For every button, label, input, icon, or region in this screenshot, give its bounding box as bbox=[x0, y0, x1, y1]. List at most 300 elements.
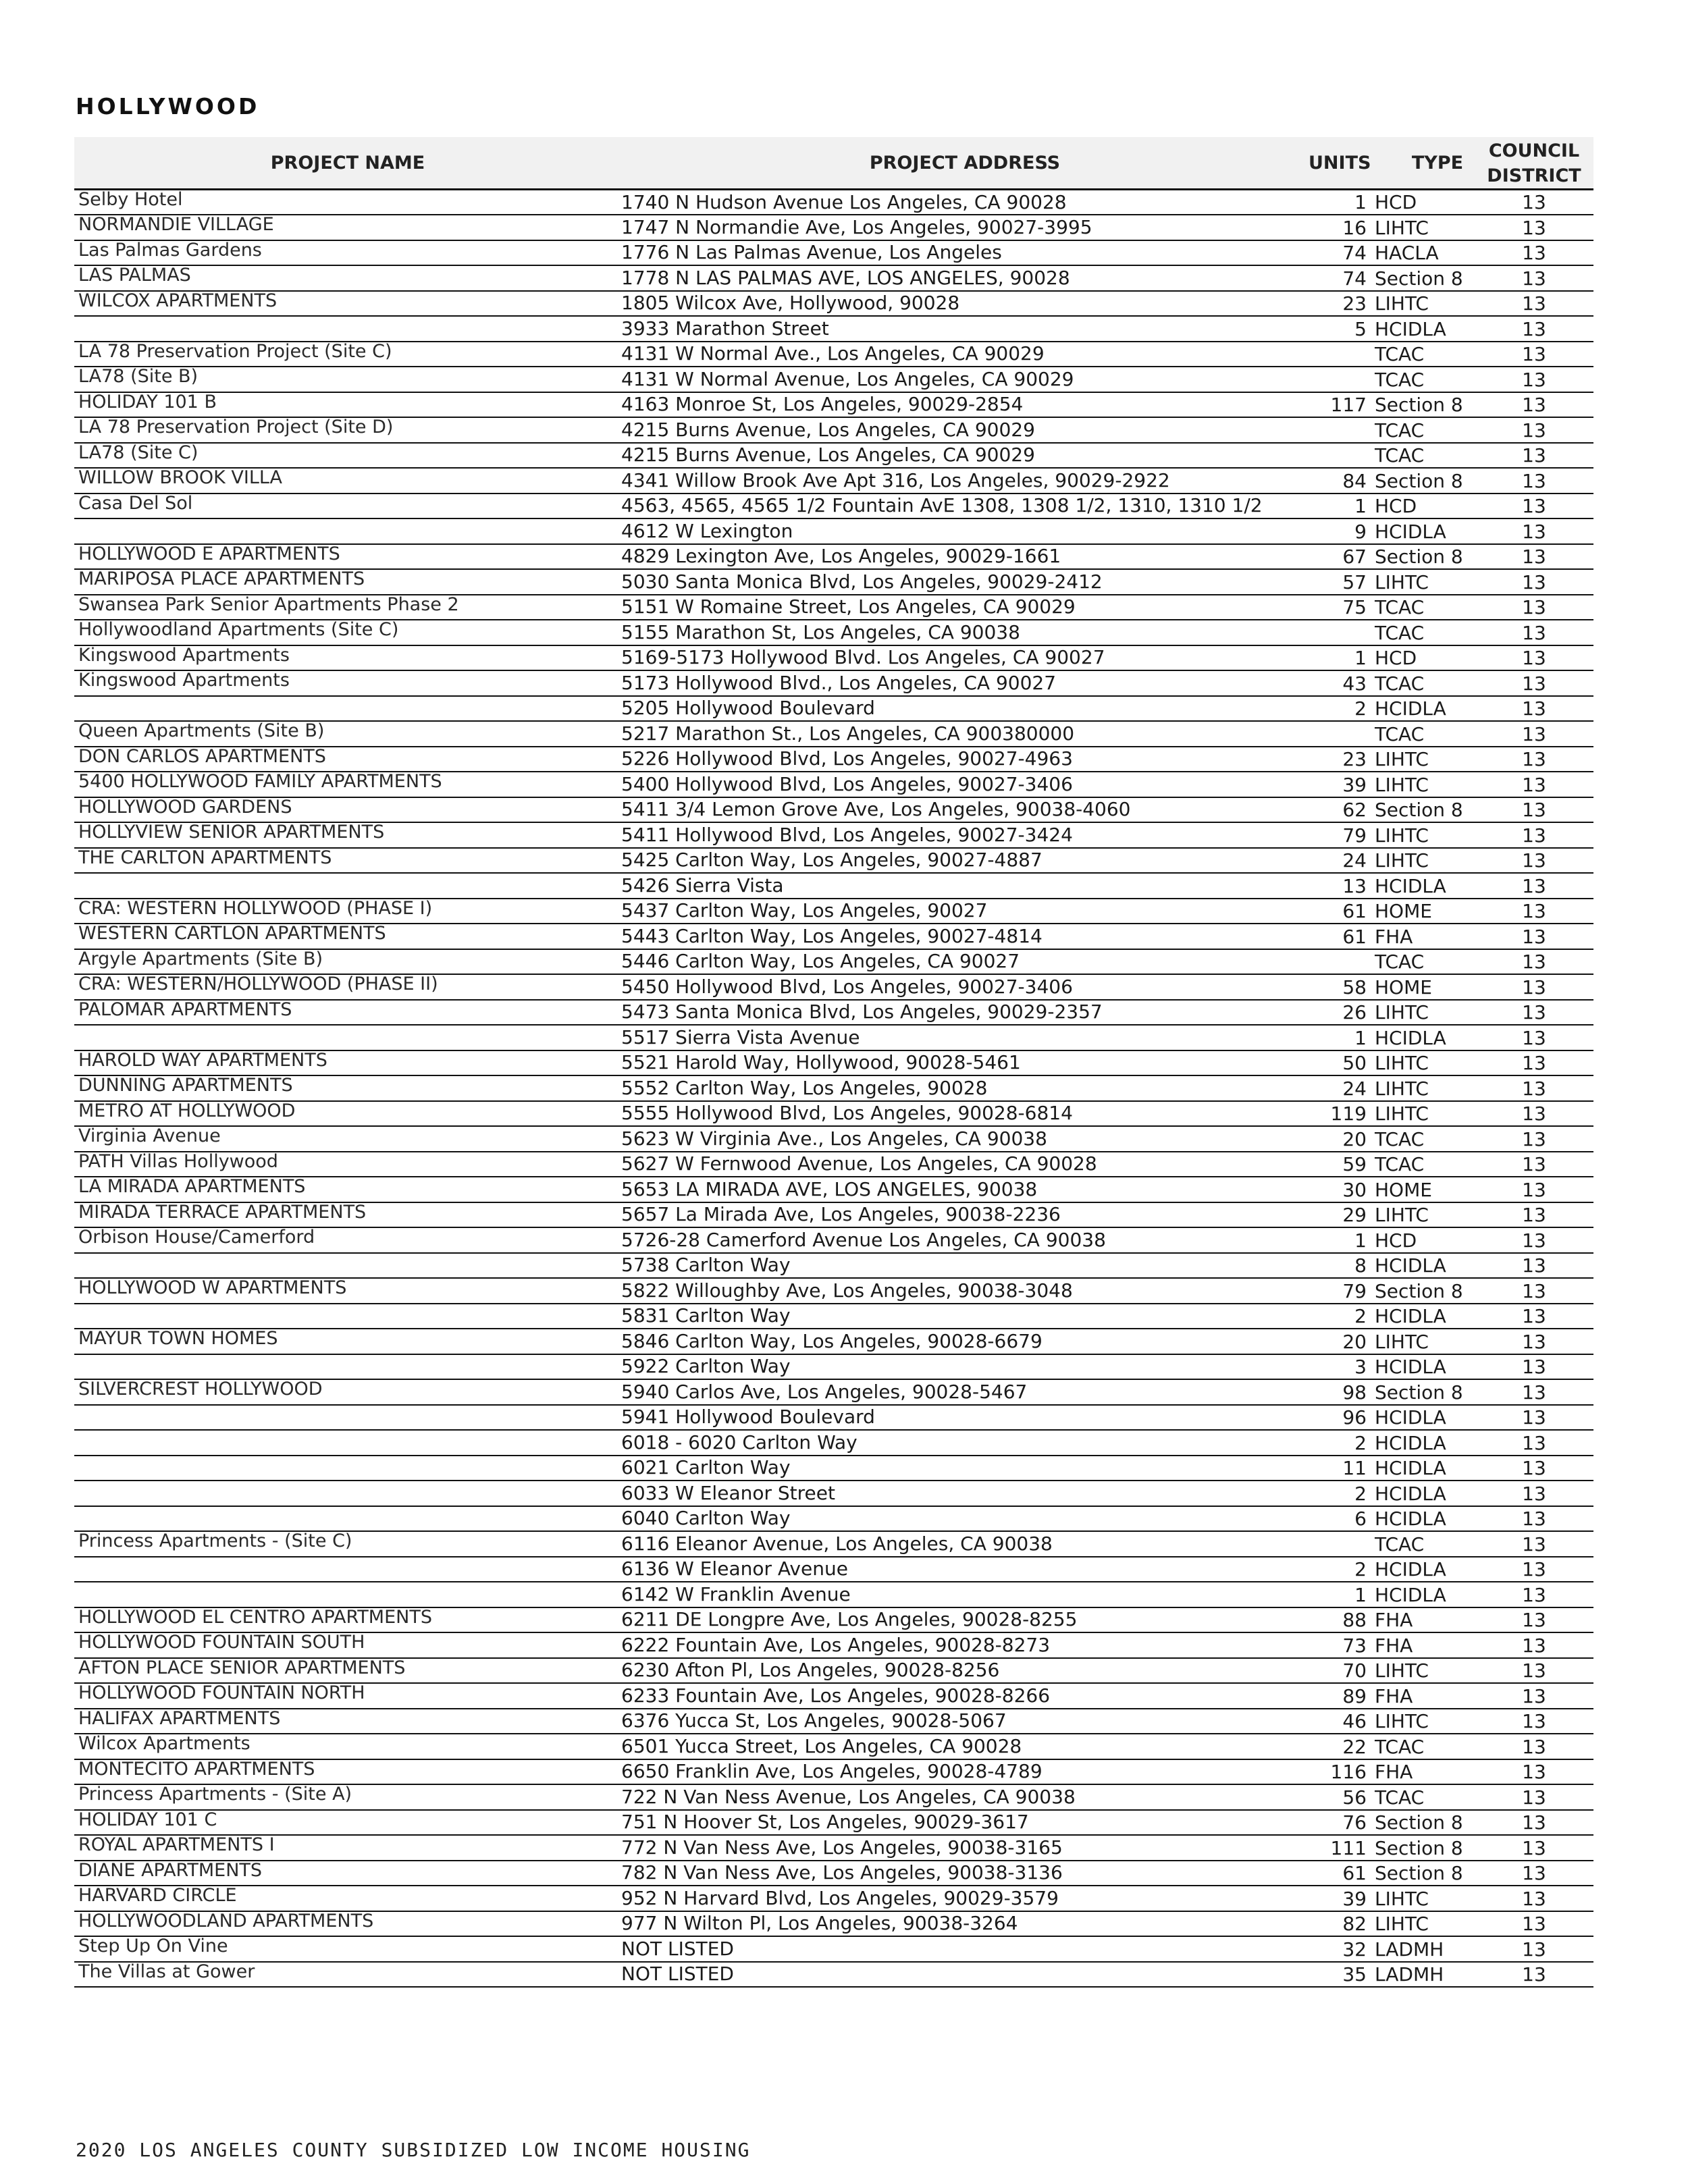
table-row bbox=[74, 190, 1593, 215]
type-cell: HACLA bbox=[1373, 240, 1475, 266]
council-district-cell: 13 bbox=[1475, 848, 1593, 874]
units-cell: 61 bbox=[1309, 899, 1373, 924]
type-cell: LIHTC bbox=[1373, 1101, 1475, 1127]
table-row bbox=[74, 873, 1593, 899]
project-address-cell: 6021 Carlton Way bbox=[621, 1456, 1309, 1481]
table-header-row bbox=[74, 137, 1593, 190]
type-cell: HCD bbox=[1373, 1227, 1475, 1253]
units-cell: 61 bbox=[1309, 1861, 1373, 1886]
header-council-district: COUNCIL DISTRICT bbox=[1475, 137, 1593, 190]
project-name-cell: HOLLYWOOD W APARTMENTS bbox=[74, 1278, 621, 1304]
table-row bbox=[74, 316, 1593, 342]
type-cell: HCIDLA bbox=[1373, 1430, 1475, 1456]
project-address-cell: 5400 Hollywood Blvd, Los Angeles, 90027-3406 bbox=[621, 772, 1309, 797]
table-row bbox=[74, 848, 1593, 874]
type-cell: Section 8 bbox=[1373, 1861, 1475, 1886]
project-name-cell: CRA: WESTERN/HOLLYWOOD (PHASE II) bbox=[74, 974, 621, 1000]
units-cell: 8 bbox=[1309, 1253, 1373, 1279]
council-district-cell: 13 bbox=[1475, 1126, 1593, 1152]
type-cell: HCD bbox=[1373, 190, 1475, 215]
project-name-cell bbox=[74, 1354, 621, 1380]
table-row bbox=[74, 518, 1593, 544]
units-cell: 50 bbox=[1309, 1050, 1373, 1076]
project-name-cell: LAS PALMAS bbox=[74, 265, 621, 291]
units-cell: 26 bbox=[1309, 1000, 1373, 1026]
council-district-cell: 13 bbox=[1475, 949, 1593, 975]
project-address-cell: 5822 Willoughby Ave, Los Angeles, 90038-3048 bbox=[621, 1278, 1309, 1304]
project-address-cell: 5627 W Fernwood Avenue, Los Angeles, CA 90028 bbox=[621, 1152, 1309, 1177]
table-row bbox=[74, 1962, 1593, 1988]
units-cell: 22 bbox=[1309, 1734, 1373, 1759]
table-row bbox=[74, 1810, 1593, 1836]
project-name-cell: Queen Apartments (Site B) bbox=[74, 721, 621, 747]
table-row bbox=[74, 1430, 1593, 1456]
table-row bbox=[74, 1531, 1593, 1557]
table-row bbox=[74, 291, 1593, 317]
table-row bbox=[74, 1101, 1593, 1127]
council-district-cell: 13 bbox=[1475, 1582, 1593, 1607]
table-row bbox=[74, 1481, 1593, 1506]
units-cell: 35 bbox=[1309, 1962, 1373, 1988]
project-name-cell: LA 78 Preservation Project (Site C) bbox=[74, 342, 621, 367]
units-cell: 56 bbox=[1309, 1784, 1373, 1810]
units-cell: 74 bbox=[1309, 265, 1373, 291]
table-row bbox=[74, 721, 1593, 747]
table-row bbox=[74, 494, 1593, 519]
project-name-cell: LA78 (Site C) bbox=[74, 443, 621, 469]
council-district-cell: 13 bbox=[1475, 1810, 1593, 1836]
project-name-cell: Wilcox Apartments bbox=[74, 1734, 621, 1759]
type-cell: FHA bbox=[1373, 1759, 1475, 1785]
units-cell bbox=[1309, 620, 1373, 645]
type-cell: Section 8 bbox=[1373, 1810, 1475, 1836]
type-cell: HCIDLA bbox=[1373, 696, 1475, 722]
units-cell: 1 bbox=[1309, 645, 1373, 671]
project-address-cell: 6040 Carlton Way bbox=[621, 1506, 1309, 1532]
units-cell: 6 bbox=[1309, 1506, 1373, 1532]
units-cell: 96 bbox=[1309, 1405, 1373, 1431]
project-name-cell: Orbison House/Camerford bbox=[74, 1227, 621, 1253]
table-row bbox=[74, 1734, 1593, 1759]
project-address-cell: 4215 Burns Avenue, Los Angeles, CA 90029 bbox=[621, 443, 1309, 469]
project-name-cell: METRO AT HOLLYWOOD bbox=[74, 1101, 621, 1127]
project-address-cell: 5555 Hollywood Blvd, Los Angeles, 90028-6814 bbox=[621, 1101, 1309, 1127]
council-district-cell: 13 bbox=[1475, 1278, 1593, 1304]
units-cell: 89 bbox=[1309, 1683, 1373, 1709]
table-row bbox=[74, 265, 1593, 291]
project-address-cell: 6376 Yucca St, Los Angeles, 90028-5067 bbox=[621, 1709, 1309, 1734]
council-district-cell: 13 bbox=[1475, 265, 1593, 291]
project-address-cell: 5411 3/4 Lemon Grove Ave, Los Angeles, 90038-4060 bbox=[621, 797, 1309, 823]
project-address-cell: 1805 Wilcox Ave, Hollywood, 90028 bbox=[621, 291, 1309, 317]
project-address-cell: 4612 W Lexington bbox=[621, 518, 1309, 544]
council-district-cell: 13 bbox=[1475, 1152, 1593, 1177]
type-cell: HCIDLA bbox=[1373, 1456, 1475, 1481]
table-row bbox=[74, 1456, 1593, 1481]
council-district-cell: 13 bbox=[1475, 899, 1593, 924]
units-cell: 2 bbox=[1309, 1557, 1373, 1582]
type-cell: TCAC bbox=[1373, 721, 1475, 747]
type-cell: LIHTC bbox=[1373, 848, 1475, 874]
units-cell: 39 bbox=[1309, 772, 1373, 797]
table-row bbox=[74, 215, 1593, 240]
units-cell: 84 bbox=[1309, 468, 1373, 494]
table-row bbox=[74, 367, 1593, 392]
project-address-cell: 6116 Eleanor Avenue, Los Angeles, CA 90038 bbox=[621, 1531, 1309, 1557]
project-address-cell: 5831 Carlton Way bbox=[621, 1304, 1309, 1329]
project-name-cell: HOLLYWOOD EL CENTRO APARTMENTS bbox=[74, 1607, 621, 1633]
project-name-cell: Argyle Apartments (Site B) bbox=[74, 949, 621, 975]
project-name-cell bbox=[74, 1557, 621, 1582]
table-row bbox=[74, 1000, 1593, 1026]
council-district-cell: 13 bbox=[1475, 1405, 1593, 1431]
units-cell: 119 bbox=[1309, 1101, 1373, 1127]
units-cell: 43 bbox=[1309, 670, 1373, 696]
table-row bbox=[74, 696, 1593, 722]
project-name-cell bbox=[74, 873, 621, 899]
type-cell: HCIDLA bbox=[1373, 1025, 1475, 1050]
project-address-cell: 772 N Van Ness Ave, Los Angeles, 90038-3165 bbox=[621, 1835, 1309, 1861]
table-row bbox=[74, 1506, 1593, 1532]
units-cell: 74 bbox=[1309, 240, 1373, 266]
units-cell: 46 bbox=[1309, 1709, 1373, 1734]
table-row bbox=[74, 1379, 1593, 1405]
type-cell: LIHTC bbox=[1373, 1075, 1475, 1101]
council-district-cell: 13 bbox=[1475, 924, 1593, 949]
project-address-cell: 5205 Hollywood Boulevard bbox=[621, 696, 1309, 722]
type-cell: HCD bbox=[1373, 645, 1475, 671]
project-name-cell: MONTECITO APARTMENTS bbox=[74, 1759, 621, 1785]
project-address-cell: 5151 W Romaine Street, Los Angeles, CA 90029 bbox=[621, 595, 1309, 620]
table-row bbox=[74, 1025, 1593, 1050]
council-district-cell: 13 bbox=[1475, 1304, 1593, 1329]
project-name-cell: MIRADA TERRACE APARTMENTS bbox=[74, 1202, 621, 1228]
units-cell: 82 bbox=[1309, 1911, 1373, 1937]
project-address-cell: 5173 Hollywood Blvd., Los Angeles, CA 90027 bbox=[621, 670, 1309, 696]
units-cell: 11 bbox=[1309, 1456, 1373, 1481]
table-row bbox=[74, 544, 1593, 570]
type-cell: TCAC bbox=[1373, 417, 1475, 443]
project-name-cell: Las Palmas Gardens bbox=[74, 240, 621, 266]
project-name-cell: PATH Villas Hollywood bbox=[74, 1152, 621, 1177]
project-name-cell: Kingswood Apartments bbox=[74, 645, 621, 671]
project-address-cell: 5473 Santa Monica Blvd, Los Angeles, 90029-2357 bbox=[621, 1000, 1309, 1026]
project-address-cell: 722 N Van Ness Avenue, Los Angeles, CA 90038 bbox=[621, 1784, 1309, 1810]
units-cell: 111 bbox=[1309, 1835, 1373, 1861]
council-district-cell: 13 bbox=[1475, 1936, 1593, 1962]
table-row bbox=[74, 1582, 1593, 1607]
council-district-cell: 13 bbox=[1475, 1658, 1593, 1684]
type-cell: TCAC bbox=[1373, 1734, 1475, 1759]
table-row bbox=[74, 1861, 1593, 1886]
units-cell bbox=[1309, 342, 1373, 367]
table-body bbox=[74, 190, 1593, 1988]
header-type: TYPE bbox=[1373, 137, 1475, 190]
project-address-cell: 5226 Hollywood Blvd, Los Angeles, 90027-4963 bbox=[621, 747, 1309, 772]
units-cell: 116 bbox=[1309, 1759, 1373, 1785]
table-row bbox=[74, 468, 1593, 494]
units-cell: 1 bbox=[1309, 1582, 1373, 1607]
project-name-cell: CRA: WESTERN HOLLYWOOD (PHASE I) bbox=[74, 899, 621, 924]
council-district-cell: 13 bbox=[1475, 1557, 1593, 1582]
project-address-cell: 1747 N Normandie Ave, Los Angeles, 90027-3995 bbox=[621, 215, 1309, 240]
project-name-cell: THE CARLTON APARTMENTS bbox=[74, 848, 621, 874]
table-row bbox=[74, 899, 1593, 924]
table-row bbox=[74, 949, 1593, 975]
project-address-cell: 1778 N LAS PALMAS AVE, LOS ANGELES, 90028 bbox=[621, 265, 1309, 291]
project-name-cell bbox=[74, 316, 621, 342]
project-address-cell: 4131 W Normal Avenue, Los Angeles, CA 90029 bbox=[621, 367, 1309, 392]
project-address-cell: NOT LISTED bbox=[621, 1962, 1309, 1988]
project-address-cell: 5521 Harold Way, Hollywood, 90028-5461 bbox=[621, 1050, 1309, 1076]
type-cell: HCIDLA bbox=[1373, 1304, 1475, 1329]
type-cell: HCD bbox=[1373, 494, 1475, 519]
project-address-cell: 5443 Carlton Way, Los Angeles, 90027-4814 bbox=[621, 924, 1309, 949]
units-cell: 23 bbox=[1309, 747, 1373, 772]
type-cell: HCIDLA bbox=[1373, 316, 1475, 342]
type-cell: Section 8 bbox=[1373, 265, 1475, 291]
project-address-cell: 751 N Hoover St, Los Angeles, 90029-3617 bbox=[621, 1810, 1309, 1836]
table-row bbox=[74, 1557, 1593, 1582]
table-row bbox=[74, 620, 1593, 645]
project-address-cell: 1740 N Hudson Avenue Los Angeles, CA 90028 bbox=[621, 190, 1309, 215]
table-row bbox=[74, 1075, 1593, 1101]
table-row bbox=[74, 1126, 1593, 1152]
units-cell: 16 bbox=[1309, 215, 1373, 240]
type-cell: HCIDLA bbox=[1373, 518, 1475, 544]
project-name-cell bbox=[74, 1430, 621, 1456]
council-district-cell: 13 bbox=[1475, 1177, 1593, 1202]
units-cell: 5 bbox=[1309, 316, 1373, 342]
table-row bbox=[74, 1936, 1593, 1962]
council-district-cell: 13 bbox=[1475, 1734, 1593, 1759]
table-row bbox=[74, 797, 1593, 823]
project-address-cell: 4829 Lexington Ave, Los Angeles, 90029-1661 bbox=[621, 544, 1309, 570]
council-district-cell: 13 bbox=[1475, 1607, 1593, 1633]
council-district-cell: 13 bbox=[1475, 1430, 1593, 1456]
header-project-address: PROJECT ADDRESS bbox=[621, 137, 1309, 190]
council-district-cell: 13 bbox=[1475, 1911, 1593, 1937]
type-cell: TCAC bbox=[1373, 670, 1475, 696]
council-district-cell: 13 bbox=[1475, 316, 1593, 342]
type-cell: HCIDLA bbox=[1373, 1582, 1475, 1607]
header-project-name: PROJECT NAME bbox=[74, 137, 621, 190]
council-district-cell: 13 bbox=[1475, 291, 1593, 317]
units-cell: 2 bbox=[1309, 1430, 1373, 1456]
table-row bbox=[74, 772, 1593, 797]
type-cell: TCAC bbox=[1373, 595, 1475, 620]
project-address-cell: 5437 Carlton Way, Los Angeles, 90027 bbox=[621, 899, 1309, 924]
project-address-cell: 5653 LA MIRADA AVE, LOS ANGELES, 90038 bbox=[621, 1177, 1309, 1202]
project-address-cell: 5411 Hollywood Blvd, Los Angeles, 90027-3424 bbox=[621, 822, 1309, 848]
type-cell: HCIDLA bbox=[1373, 1506, 1475, 1532]
project-name-cell: MAYUR TOWN HOMES bbox=[74, 1329, 621, 1354]
project-name-cell: HOLLYWOOD FOUNTAIN SOUTH bbox=[74, 1632, 621, 1658]
council-district-cell: 13 bbox=[1475, 721, 1593, 747]
council-district-cell: 13 bbox=[1475, 1632, 1593, 1658]
table-row bbox=[74, 924, 1593, 949]
project-address-cell: 4563, 4565, 4565 1/2 Fountain AvE 1308, 1308 1/2, 1310, 1310 1/2 bbox=[621, 494, 1309, 519]
council-district-cell: 13 bbox=[1475, 1861, 1593, 1886]
type-cell: LIHTC bbox=[1373, 1050, 1475, 1076]
project-address-cell: 5450 Hollywood Blvd, Los Angeles, 90027-3406 bbox=[621, 974, 1309, 1000]
units-cell: 39 bbox=[1309, 1886, 1373, 1911]
project-name-cell: Swansea Park Senior Apartments Phase 2 bbox=[74, 595, 621, 620]
page-title: HOLLYWOOD bbox=[76, 93, 260, 119]
project-address-cell: 5941 Hollywood Boulevard bbox=[621, 1405, 1309, 1431]
council-district-cell: 13 bbox=[1475, 1683, 1593, 1709]
project-address-cell: 5030 Santa Monica Blvd, Los Angeles, 90029-2412 bbox=[621, 569, 1309, 595]
units-cell: 76 bbox=[1309, 1810, 1373, 1836]
table-row bbox=[74, 1202, 1593, 1228]
units-cell: 61 bbox=[1309, 924, 1373, 949]
project-address-cell: 4131 W Normal Ave., Los Angeles, CA 90029 bbox=[621, 342, 1309, 367]
type-cell: TCAC bbox=[1373, 1531, 1475, 1557]
project-address-cell: 6230 Afton Pl, Los Angeles, 90028-8256 bbox=[621, 1658, 1309, 1684]
project-address-cell: NOT LISTED bbox=[621, 1936, 1309, 1962]
project-address-cell: 6018 - 6020 Carlton Way bbox=[621, 1430, 1309, 1456]
type-cell: LADMH bbox=[1373, 1936, 1475, 1962]
type-cell: HCIDLA bbox=[1373, 1253, 1475, 1279]
type-cell: HOME bbox=[1373, 974, 1475, 1000]
council-district-cell: 13 bbox=[1475, 1784, 1593, 1810]
council-district-cell: 13 bbox=[1475, 392, 1593, 418]
council-district-cell: 13 bbox=[1475, 240, 1593, 266]
project-address-cell: 5846 Carlton Way, Los Angeles, 90028-6679 bbox=[621, 1329, 1309, 1354]
council-district-cell: 13 bbox=[1475, 595, 1593, 620]
council-district-cell: 13 bbox=[1475, 342, 1593, 367]
council-district-cell: 13 bbox=[1475, 1227, 1593, 1253]
project-name-cell bbox=[74, 1481, 621, 1506]
project-address-cell: 4163 Monroe St, Los Angeles, 90029-2854 bbox=[621, 392, 1309, 418]
project-address-cell: 977 N Wilton Pl, Los Angeles, 90038-3264 bbox=[621, 1911, 1309, 1937]
table-row bbox=[74, 392, 1593, 418]
table-row bbox=[74, 1227, 1593, 1253]
units-cell: 2 bbox=[1309, 1481, 1373, 1506]
council-district-cell: 13 bbox=[1475, 1456, 1593, 1481]
council-district-cell: 13 bbox=[1475, 1531, 1593, 1557]
units-cell: 24 bbox=[1309, 1075, 1373, 1101]
type-cell: LIHTC bbox=[1373, 1886, 1475, 1911]
units-cell: 75 bbox=[1309, 595, 1373, 620]
type-cell: TCAC bbox=[1373, 443, 1475, 469]
project-name-cell: Step Up On Vine bbox=[74, 1936, 621, 1962]
council-district-cell: 13 bbox=[1475, 822, 1593, 848]
type-cell: FHA bbox=[1373, 924, 1475, 949]
units-cell: 57 bbox=[1309, 569, 1373, 595]
type-cell: TCAC bbox=[1373, 949, 1475, 975]
units-cell: 20 bbox=[1309, 1126, 1373, 1152]
council-district-cell: 13 bbox=[1475, 1506, 1593, 1532]
project-name-cell: Virginia Avenue bbox=[74, 1126, 621, 1152]
project-name-cell: HOLLYWOOD FOUNTAIN NORTH bbox=[74, 1683, 621, 1709]
project-address-cell: 4215 Burns Avenue, Los Angeles, CA 90029 bbox=[621, 417, 1309, 443]
project-name-cell: HAROLD WAY APARTMENTS bbox=[74, 1050, 621, 1076]
type-cell: Section 8 bbox=[1373, 1278, 1475, 1304]
council-district-cell: 13 bbox=[1475, 1886, 1593, 1911]
project-name-cell bbox=[74, 1405, 621, 1431]
council-district-cell: 13 bbox=[1475, 1709, 1593, 1734]
units-cell: 24 bbox=[1309, 848, 1373, 874]
project-address-cell: 5169-5173 Hollywood Blvd. Los Angeles, CA 90027 bbox=[621, 645, 1309, 671]
units-cell: 79 bbox=[1309, 1278, 1373, 1304]
project-name-cell: HOLIDAY 101 B bbox=[74, 392, 621, 418]
council-district-cell: 13 bbox=[1475, 544, 1593, 570]
project-address-cell: 5517 Sierra Vista Avenue bbox=[621, 1025, 1309, 1050]
project-name-cell bbox=[74, 1582, 621, 1607]
units-cell: 9 bbox=[1309, 518, 1373, 544]
project-name-cell: AFTON PLACE SENIOR APARTMENTS bbox=[74, 1658, 621, 1684]
type-cell: LIHTC bbox=[1373, 1329, 1475, 1354]
council-district-cell: 13 bbox=[1475, 1253, 1593, 1279]
table-row bbox=[74, 595, 1593, 620]
project-name-cell: Kingswood Apartments bbox=[74, 670, 621, 696]
project-name-cell: WILCOX APARTMENTS bbox=[74, 291, 621, 317]
project-address-cell: 5446 Carlton Way, Los Angeles, CA 90027 bbox=[621, 949, 1309, 975]
table-row bbox=[74, 1911, 1593, 1937]
units-cell: 23 bbox=[1309, 291, 1373, 317]
type-cell: HOME bbox=[1373, 1177, 1475, 1202]
council-district-cell: 13 bbox=[1475, 1050, 1593, 1076]
project-address-cell: 5623 W Virginia Ave., Los Angeles, CA 90038 bbox=[621, 1126, 1309, 1152]
type-cell: LIHTC bbox=[1373, 215, 1475, 240]
project-name-cell: SILVERCREST HOLLYWOOD bbox=[74, 1379, 621, 1405]
project-name-cell: LA MIRADA APARTMENTS bbox=[74, 1177, 621, 1202]
type-cell: Section 8 bbox=[1373, 1835, 1475, 1861]
type-cell: LIHTC bbox=[1373, 1709, 1475, 1734]
units-cell: 70 bbox=[1309, 1658, 1373, 1684]
project-name-cell bbox=[74, 696, 621, 722]
project-name-cell: HARVARD CIRCLE bbox=[74, 1886, 621, 1911]
type-cell: TCAC bbox=[1373, 1126, 1475, 1152]
type-cell: LIHTC bbox=[1373, 1202, 1475, 1228]
units-cell: 1 bbox=[1309, 1227, 1373, 1253]
council-district-cell: 13 bbox=[1475, 772, 1593, 797]
council-district-cell: 13 bbox=[1475, 1329, 1593, 1354]
table-row bbox=[74, 443, 1593, 469]
units-cell: 117 bbox=[1309, 392, 1373, 418]
units-cell: 59 bbox=[1309, 1152, 1373, 1177]
type-cell: FHA bbox=[1373, 1632, 1475, 1658]
project-address-cell: 1776 N Las Palmas Avenue, Los Angeles bbox=[621, 240, 1309, 266]
type-cell: HCIDLA bbox=[1373, 1557, 1475, 1582]
project-name-cell: LA78 (Site B) bbox=[74, 367, 621, 392]
project-address-cell: 5217 Marathon St., Los Angeles, CA 900380000 bbox=[621, 721, 1309, 747]
units-cell bbox=[1309, 721, 1373, 747]
type-cell: HCIDLA bbox=[1373, 1481, 1475, 1506]
council-district-cell: 13 bbox=[1475, 1379, 1593, 1405]
units-cell: 58 bbox=[1309, 974, 1373, 1000]
project-address-cell: 4341 Willow Brook Ave Apt 316, Los Angeles, 90029-2922 bbox=[621, 468, 1309, 494]
project-name-cell: HOLLYVIEW SENIOR APARTMENTS bbox=[74, 822, 621, 848]
council-district-cell: 13 bbox=[1475, 518, 1593, 544]
table-row bbox=[74, 1658, 1593, 1684]
project-name-cell: HALIFAX APARTMENTS bbox=[74, 1709, 621, 1734]
council-district-cell: 13 bbox=[1475, 1835, 1593, 1861]
units-cell: 32 bbox=[1309, 1936, 1373, 1962]
table-row bbox=[74, 1354, 1593, 1380]
units-cell: 3 bbox=[1309, 1354, 1373, 1380]
project-name-cell: DUNNING APARTMENTS bbox=[74, 1075, 621, 1101]
council-district-cell: 13 bbox=[1475, 468, 1593, 494]
units-cell bbox=[1309, 417, 1373, 443]
project-name-cell bbox=[74, 1506, 621, 1532]
type-cell: HCIDLA bbox=[1373, 873, 1475, 899]
council-district-cell: 13 bbox=[1475, 215, 1593, 240]
project-name-cell: Hollywoodland Apartments (Site C) bbox=[74, 620, 621, 645]
project-address-cell: 952 N Harvard Blvd, Los Angeles, 90029-3579 bbox=[621, 1886, 1309, 1911]
project-name-cell bbox=[74, 1456, 621, 1481]
